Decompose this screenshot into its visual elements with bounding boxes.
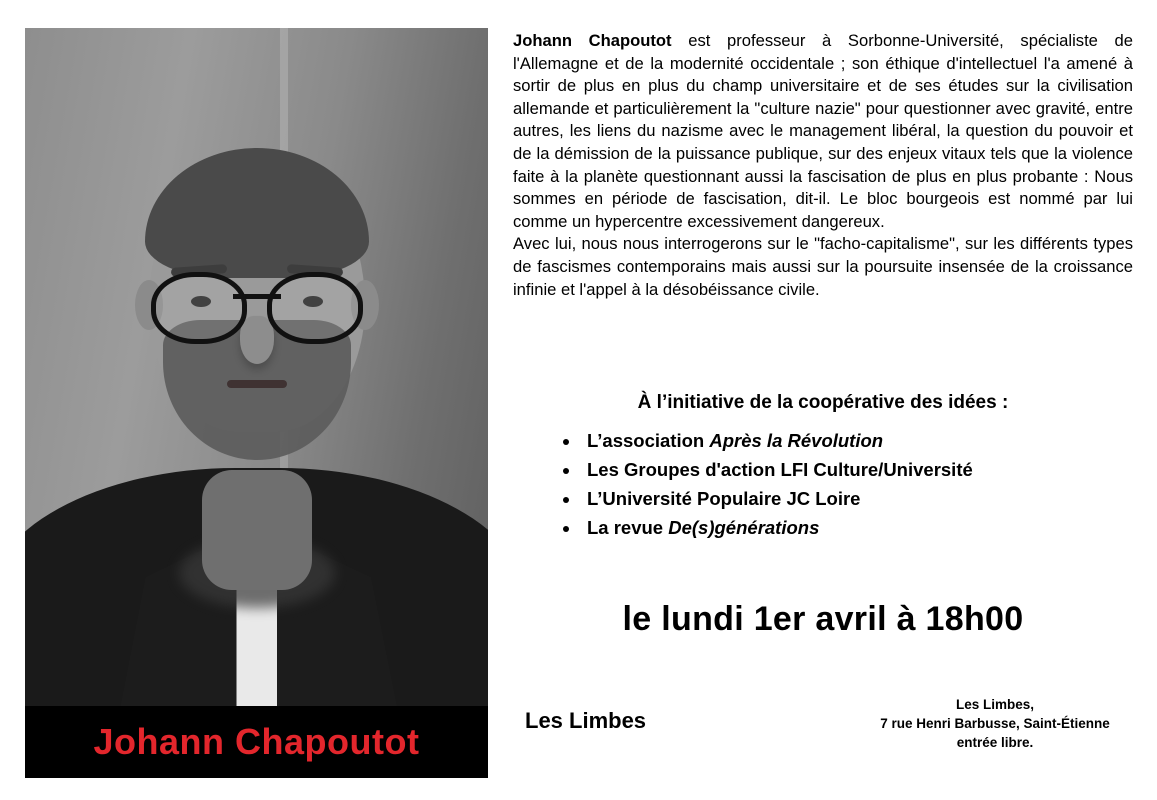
glasses-lens-left <box>151 272 247 344</box>
list-item <box>581 484 1133 513</box>
portrait-photo <box>25 28 488 778</box>
biography-block <box>513 30 1133 301</box>
event-date: le lundi 1er avril à 18h00 <box>622 600 1024 638</box>
initiative-item-3-prefix: La revue <box>587 517 669 538</box>
list-item <box>581 513 1133 542</box>
speaker-name-band <box>25 706 488 778</box>
glasses-lens-right <box>267 272 363 344</box>
initiative-item-0-italic: Après la Révolution <box>709 430 884 451</box>
initiative-title: À l’initiative de la coopérative des idées : <box>637 392 1009 413</box>
address-line-3: entrée libre. <box>956 735 1034 750</box>
initiative-item-0-prefix: L’association <box>587 430 710 451</box>
address-line-1: Les Limbes, <box>955 697 1035 712</box>
neck-shape <box>202 470 312 590</box>
biography-lead-name: Johann Chapoutot <box>513 31 672 50</box>
venue-name: Les Limbes <box>525 708 647 733</box>
initiative-item-3-italic: De(s)générations <box>668 517 820 538</box>
glasses-icon <box>145 272 369 334</box>
initiative-item-1-prefix: Les Groupes d'action LFI Culture/Université <box>587 459 973 480</box>
speaker-name: Johann Chapoutot <box>93 721 420 762</box>
initiative-block <box>513 392 1133 542</box>
glasses-bridge <box>233 294 281 299</box>
biography-paragraph-1-rest: est professeur à Sorbonne-Université, spécialiste de l'Allemagne et de la modernité occidentale ; son éthique d'intellectuel l'a amené à sortir de plus en plus du champ universitaire et de ses études sur la civilisation allemande et particulièrement la "culture nazie" pour questionner avec gravité, entre autres, les liens du nazisme avec le management libéral, la question du pouvoir et de la démission de la puissance publique, sur des enjeux vitaux tels que la violence faite à la planète questionnant aussi la fascisation de plus en plus probante : Nous sommes en période de fascisation, dit-il. Le bloc bourgeois est nommé par lui comme un hypercentre excessivement dangereux. <box>513 31 1133 231</box>
initiative-item-2-prefix: L’Université Populaire JC Loire <box>587 488 861 509</box>
address-line-2: 7 rue Henri Barbusse, Saint-Étienne <box>880 716 1110 731</box>
list-item <box>581 426 1133 455</box>
initiative-list <box>513 426 1133 542</box>
mouth-shape <box>227 380 287 388</box>
list-item <box>581 455 1133 484</box>
biography-paragraph-1 <box>513 30 1133 233</box>
portrait-block <box>25 28 488 778</box>
biography-paragraph-2: Avec lui, nous nous interrogerons sur le "facho-capitalisme", sur les différents types de fascismes contemporains mais aussi sur la poursuite insensée de la croissance infinie et l'appel à la désobéissance civile. <box>513 234 1133 299</box>
biography-text <box>513 30 1133 301</box>
venue-address <box>860 695 1130 752</box>
